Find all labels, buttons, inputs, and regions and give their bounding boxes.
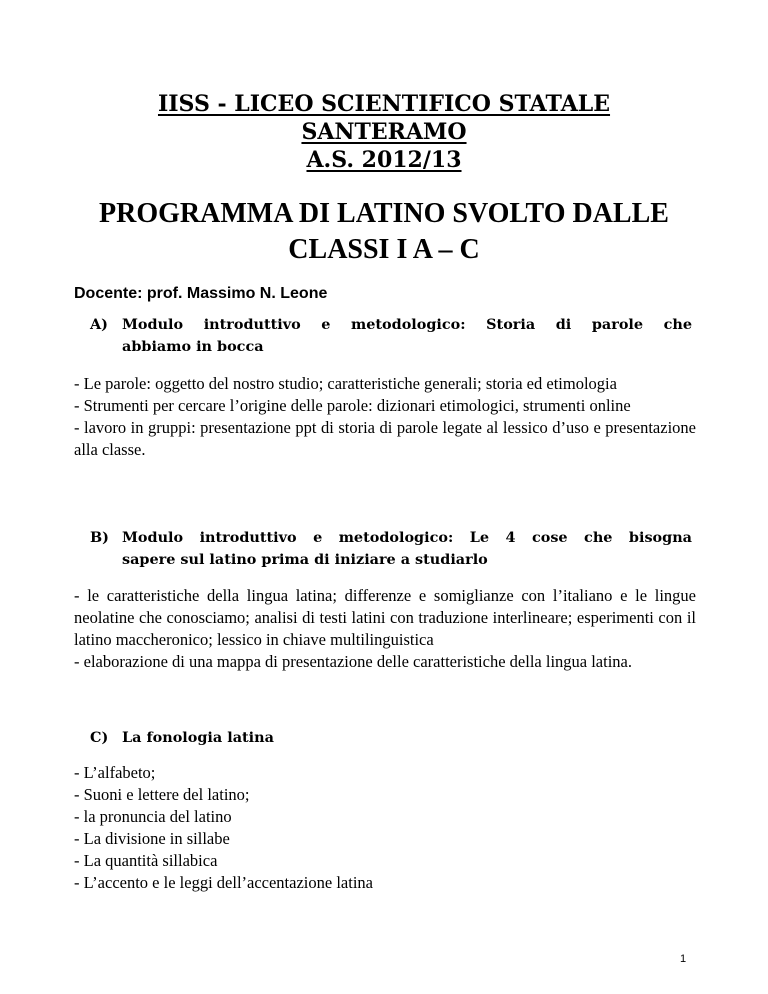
module-b-item: - elaborazione di una mappa di presentazione delle caratteristiche della lingua latina. bbox=[74, 652, 632, 671]
module-a-title-line-2: abbiamo in bocca bbox=[122, 338, 264, 355]
module-a-letter: A) bbox=[90, 316, 108, 333]
school-name: IISS - LICEO SCIENTIFICO STATALE bbox=[157, 91, 611, 117]
module-c-letter: C) bbox=[90, 729, 109, 746]
page-number: 1 bbox=[680, 953, 687, 965]
title-line-2: CLASSI I A – C bbox=[288, 234, 480, 265]
teacher-name: Docente: prof. Massimo N. Leone bbox=[74, 285, 328, 302]
module-b-letter: B) bbox=[90, 529, 109, 546]
module-a-item: - lavoro in gruppi: presentazione ppt di storia di parole legate al lessico d’uso e presentazione alla classe. bbox=[74, 418, 696, 459]
module-c-item: - La divisione in sillabe bbox=[74, 829, 230, 848]
module-c-item: - L’alfabeto; bbox=[74, 763, 156, 782]
school-header bbox=[0, 90, 768, 174]
module-a-title-line-1: Modulo introduttivo e metodologico: Storia di parole che bbox=[122, 316, 692, 333]
module-a-item: - Strumenti per cercare l’origine delle parole: dizionari etimologici, strumenti online bbox=[74, 396, 631, 415]
module-c-heading bbox=[90, 727, 692, 749]
school-year: A.S. 2012/13 bbox=[306, 147, 462, 173]
module-a-heading bbox=[90, 314, 692, 358]
module-b-title-line-2: sapere sul latino prima di iniziare a studiarlo bbox=[122, 551, 488, 568]
module-a-content bbox=[74, 373, 696, 461]
module-b-item: - le caratteristiche della lingua latina; differenze e somiglianze con l’italiano e le lingue neolatine che conosciamo; analisi di testi latini con traduzione interlineare; esperimenti con il latino maccheronico; lessico in chiave multilinguistica bbox=[74, 586, 696, 649]
title-line-1: PROGRAMMA DI LATINO SVOLTO DALLE bbox=[99, 198, 669, 229]
module-c-item: - La quantità sillabica bbox=[74, 851, 218, 870]
module-b-title-line-1: Modulo introduttivo e metodologico: Le 4 cose che bisogna bbox=[122, 529, 692, 546]
school-city: SANTERAMO bbox=[301, 119, 467, 145]
document-title bbox=[0, 196, 768, 268]
module-c-item: - la pronuncia del latino bbox=[74, 807, 232, 826]
module-a-item: - Le parole: oggetto del nostro studio; caratteristiche generali; storia ed etimologia bbox=[74, 374, 617, 393]
module-c-content bbox=[74, 762, 696, 894]
module-b-heading bbox=[90, 527, 692, 571]
module-b-content bbox=[74, 585, 696, 673]
module-c-item: - Suoni e lettere del latino; bbox=[74, 785, 250, 804]
module-c-title: La fonologia latina bbox=[122, 729, 274, 746]
module-c-item: - L’accento e le leggi dell’accentazione latina bbox=[74, 873, 373, 892]
